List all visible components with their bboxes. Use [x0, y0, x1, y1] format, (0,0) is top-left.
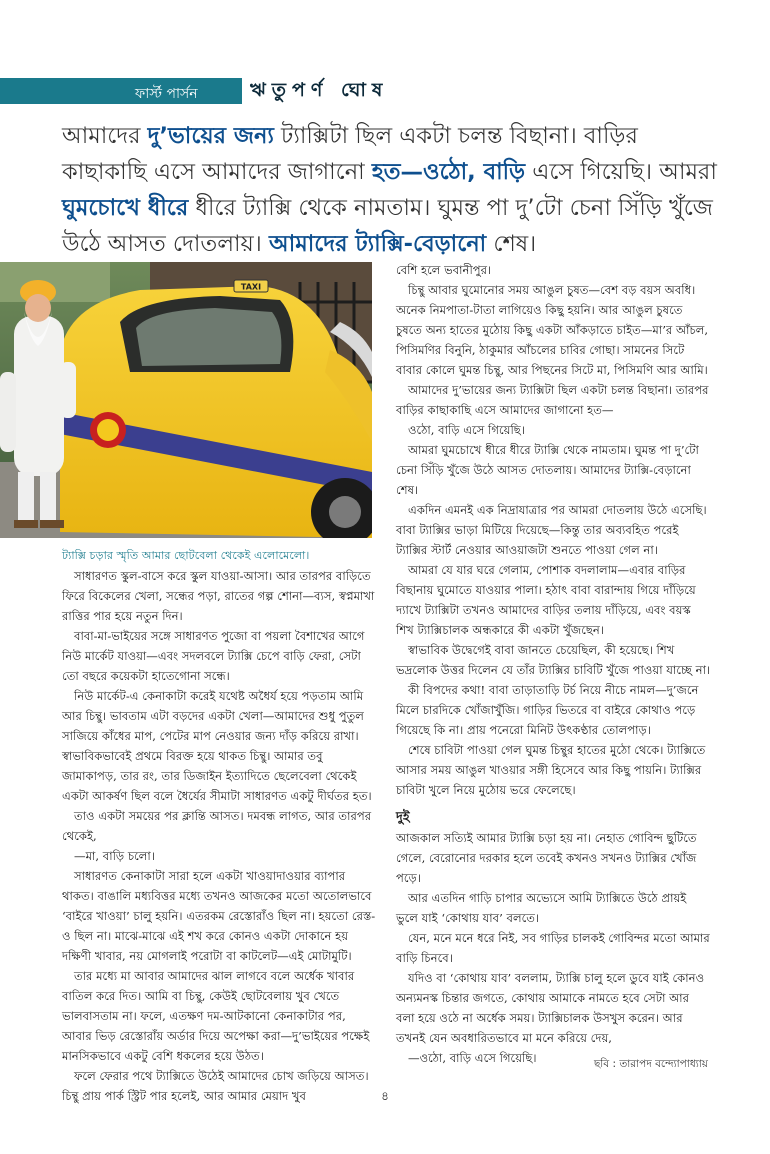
- paragraph: —মা, বাড়ি চলো।: [74, 849, 155, 863]
- pull-quote-highlight: দু’ভায়ের জন্য: [147, 123, 274, 149]
- photo-caption: ট্যাক্সি চড়ার স্মৃতি আমার ছোটবেলা থেকেই এলোমেলো।: [62, 549, 310, 562]
- author-name: ঋতুপর্ণ ঘোষ: [250, 79, 389, 101]
- right-column: [396, 260, 711, 1068]
- paragraph: সাধারণত স্কুল-বাসে করে স্কুল যাওয়া-আসা। আর তারপর বাড়িতে ফিরে বিকেলের খেলা, সন্ধের পড়া, রাতের গল্প শোনা—ব্যস, স্বপ্নমাখা রাত্তির পার হয়ে নতুন দিন।: [62, 569, 375, 623]
- pull-quote: [62, 118, 722, 262]
- paragraph: শেষে চাবিটা পাওয়া গেল ঘুমন্ত চিন্থুর হাতের মুঠো থেকে। ট্যাক্সিতে আসার সময় আঙুল খাওয়ার সঙ্গী হিসেবে আর কিছু পায়নি। ট্যাক্সির চাবিটা খুলে নিয়ে মুঠোয় ভরে ফেলেছে।: [396, 743, 706, 797]
- paragraph: সাধারণত কেনাকাটা সারা হলে একটা খাওয়াদাওয়ার ব্যাপার থাকত। বাঙালি মধ্যবিত্তর মধ্যে তখনও আজকের মতো অতোলভাবে ‘বাইরে খাওয়া’ চালু হয়নি। এতরকম রেস্তোরাঁও ছিল না। হয়তো রেস্ত-ও ছিল না। মাঝে-মাঝে এই শখ করে কোনও একটা দোকানে হয় দক্ষিণী খাবার, নয় মোগলাই পরোটা বা কাটলেট—এই মোটামুটি।: [62, 869, 376, 963]
- paragraph: নিউ মার্কেট-এ কেনাকাটা করেই যথেষ্ট অধৈর্য হয়ে পড়তাম আমি আর চিন্থু। ভাবতাম এটা বড়দের একটা খেলা—আমাদের শুধু পুতুল সাজিয়ে কাঁধের মাপ, পেটের মাপ নেওয়ার জন্য দাঁড় করিয়ে রাখা। স্বাভাবিকভাবেই প্রথমে বিরক্ত হয়ে থাকত চিন্থু। আমার তবু জামাকাপড়, তার রং, তার ডিজাইন ইত্যাদিতে ছেলেবেলা থেকেই একটা আকর্ষণ ছিল বলে ধৈর্যের সীমাটা সাধারণত একটু দীর্ঘতর হত।: [62, 689, 372, 803]
- paragraph: তার মধ্যে মা আবার আমাদের ঝাল লাগবে বলে অর্ধেক খাবার বাতিল করে দিত। আমি বা চিন্থু, কেউই ছোটবেলায় খুব খেতে ভালবাসতাম না। ফলে, এতক্ষণ দম-আটকানো কেনাকাটার পর, আবার ভিড় রেস্তোরাঁয় অর্ডার দিয়ে অপেক্ষা করা—দু’ভাইয়ের পক্ষেই মানসিকভাবে একটু বেশি ধকলের হয়ে উঠত।: [62, 969, 370, 1063]
- paragraph: চিন্থু আবার ঘুমোনোর সময় আঙুল চুষত—বেশ বড় বয়স অবধি। অনেক নিমপাতা-টাতা লাগিয়েও কিছু হয়নি। আর আঙুল চুষতে চুষতে অন্য হাতের মুঠোয় কিছু একটা আঁকড়াতে চাইত—মা’র আঁচল, পিসিমণির বিনুনি, ঠাকুমার আঁচলের চাবির গোছা। সামনের সিটে বাবার কোলে ঘুমন্ত চিন্থু, আর পিছনের সিটে মা, পিসিমণি আর আমি।: [396, 283, 709, 377]
- paragraph: যদিও বা ‘কোথায় যাব’ বললাম, ট্যাক্সি চালু হলে ডুবে যাই কোনও অন্যমনস্ক চিন্তার জগতে, কোথায় আমাকে নামতে হবে সেটা আর বলা হয়ে ওঠে না অর্ধেক সময়। ট্যাক্সিচালক উসখুস করেন। আর তখনই যেন অবধারিতভাবে মা মনে করিয়ে দেয়,: [396, 971, 705, 1045]
- left-column: [62, 546, 378, 1106]
- paragraph: স্বাভাবিক উদ্বেগেই বাবা জানতে চেয়েছিল, কী হয়েছে। শিখ ভদ্রলোক উত্তর দিলেন যে তাঁর ট্যাক্সির চাবিটি খুঁজে পাওয়া যাচ্ছে না।: [396, 643, 711, 677]
- paragraph: আমরা ঘুমচোখে ধীরে ধীরে ট্যাক্সি থেকে নামতাম। ঘুমন্ত পা দু’টো চেনা সিঁড়ি খুঁজে উঠে আসত দোতলায়। আমাদের ট্যাক্সি-বেড়ানো শেষ।: [396, 443, 699, 497]
- paragraph: ওঠো, বাড়ি এসে গিয়েছি।: [408, 423, 525, 437]
- pull-quote-text: এসে গিয়েছি। আমরা: [525, 159, 717, 185]
- paragraph: একদিন এমনই এক নিদ্রাযাত্রার পর আমরা দোতলায় উঠে এসেছি। বাবা ট্যাক্সির ভাড়া মিটিয়ে দিয়েছে—কিন্তু তার অব্যবহিত পরেই ট্যাক্সির স্টার্ট নেওয়ার আওয়াজটা শুনতে পাওয়া গেল না।: [396, 503, 707, 557]
- pull-quote-text: ধীরে ট্যাক্সি থেকে নামতাম। ঘুমন্ত পা দু’টো চেনা সিঁড়ি খুঁজে উঠে আসত দোতলায়।: [62, 195, 713, 257]
- paragraph: ফলে ফেরার পথে ট্যাক্সিতে উঠেই আমাদের চোখ জড়িয়ে আসত। চিন্থু প্রায় পার্ক স্ট্রিট পার হলেই, আর আমার মেয়াদ খুব: [62, 1069, 369, 1103]
- paragraph: আমাদের দু’ভায়ের জন্য ট্যাক্সিটা ছিল একটা চলন্ত বিছানা। তারপর বাড়ির কাছাকাছি এসে আমাদের জাগানো হত—: [396, 383, 709, 417]
- paragraph: কী বিপদের কথা! বাবা তাড়াতাড়ি টর্চ নিয়ে নীচে নামল—দু’জনে মিলে চারদিকে খোঁজাখুঁজি। গাড়ির ভিতরে বা বাইরে কোথাও পড়ে গিয়েছে কি না। প্রায় পনেরো মিনিট উৎকণ্ঠার তোলপাড়।: [396, 683, 699, 737]
- pull-quote-highlight: ঘুমচোখে ধীরে: [62, 195, 189, 221]
- pull-quote-highlight: হত—ওঠো, বাড়ি: [371, 159, 526, 185]
- paragraph: বাবা-মা-ভাইয়ের সঙ্গে সাধারণত পুজো বা পয়লা বৈশাখের আগে নিউ মার্কেট যাওয়া—এবং সদলবলে ট্যাক্সি চেপে বাড়ি ফেরা, সেটা তো বছরে কয়েকটা হাতেগোনা সন্ধে।: [62, 629, 365, 683]
- pull-quote-text: শেষ।: [486, 231, 537, 257]
- section-heading: দুই: [396, 810, 410, 825]
- paragraph: আজকাল সত্যিই আমার ট্যাক্সি চড়া হয় না। নেহাত গোবিন্দ ছুটিতে গেলে, বেরোনোর দরকার হলে তবেই কখনও সখনও ট্যাক্সির খোঁজ পড়ে।: [396, 831, 697, 885]
- photo-credit: ছবি : তারাপদ বন্দ্যোপাধ্যায়: [593, 1058, 708, 1070]
- paragraph: যেন, মনে মনে ধরে নিই, সব গাড়ির চালকই গোবিন্দর মতো আমার বাড়ি চিনবে।: [396, 931, 710, 965]
- paragraph: আর এতদিন গাড়ি চাপার অভ্যেসে আমি ট্যাক্সিতে উঠে প্রায়ই ভুলে যাই ‘কোথায় যাব’ বলতে।: [396, 891, 687, 925]
- paragraph: —ওঠো, বাড়ি এসে গিয়েছি।: [408, 1051, 537, 1065]
- taxi-photo: [0, 262, 372, 538]
- taxi-roof-sign: TAXI: [240, 282, 262, 292]
- page-number: ৪: [381, 1089, 389, 1103]
- pull-quote-text: ট্যাক্সিটা ছিল একটা চলন্ত বিছানা। বাড়ির কাছাকাছি এসে আমাদের জাগানো: [62, 123, 638, 185]
- taxi-photo-illustration: [0, 262, 372, 538]
- paragraph: তাও একটা সময়ের পর ক্লান্তি আসত। দমবন্ধ লাগত, আর তারপর থেকেই,: [62, 809, 372, 843]
- pull-quote-highlight: আমাদের ট্যাক্সি-বেড়ানো: [269, 231, 487, 257]
- section-label: ফার্স্ট পার্সন: [135, 86, 198, 102]
- paragraph: বেশি হলে ভবানীপুর।: [396, 263, 492, 277]
- paragraph: আমরা যে যার ঘরে গেলাম, পোশাক বদলালাম—এবার বাড়ির বিছানায় ঘুমোতে যাওয়ার পালা। হঠাৎ বাবা বারান্দায় গিয়ে দাঁড়িয়ে দ্যাখে ট্যাক্সিটা তখনও আমাদের বাড়ির তলায় দাঁড়িয়ে, এবং বয়স্ক শিখ ট্যাক্সিচালক অন্ধকারে কী একটা খুঁজছেন।: [396, 563, 696, 637]
- pull-quote-text: আমাদের: [62, 123, 148, 149]
